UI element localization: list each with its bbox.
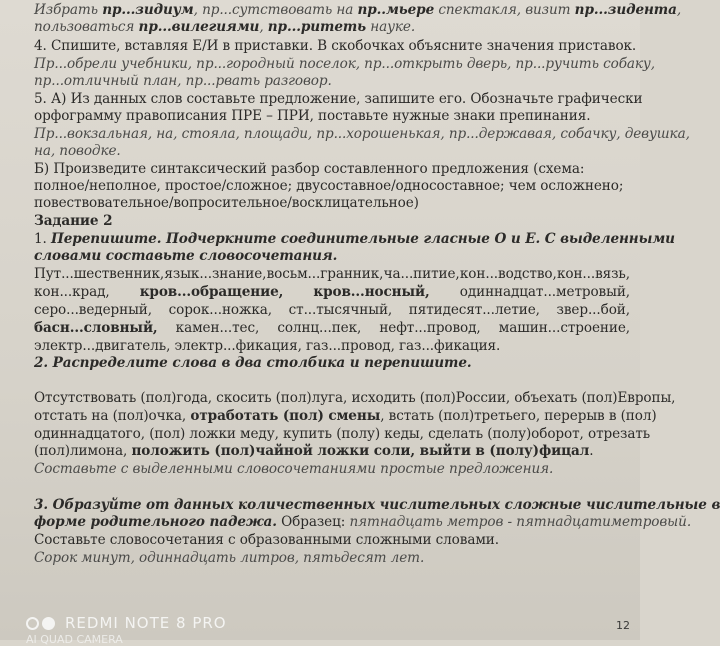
top-line-1: [34, 2, 682, 19]
word-item: ст...тысячный,: [288, 302, 393, 318]
page-number: 12: [616, 619, 630, 632]
word-item: солнц...пек,: [277, 320, 362, 336]
task3-sample: пятнадцать метров - пятнадцатиметровый.: [349, 514, 692, 530]
text-span: спектакля, визит: [434, 2, 575, 18]
text-span: Избрать: [34, 2, 103, 18]
word-item: камен...тес,: [175, 320, 260, 336]
word-item: нефт...провод,: [379, 320, 481, 336]
task1-line-1: [34, 231, 675, 248]
camera-logo-icon: [26, 617, 55, 630]
word-item: кров...обращение,: [139, 284, 284, 300]
text-span: ,: [259, 19, 268, 35]
word-item: серо...ведерный,: [34, 302, 152, 318]
word-item: пятидесят...летие,: [408, 302, 540, 318]
task5b-line-2: полное/неполное, простое/сложное; двусоставное/односоставное; чем осложнено;: [34, 178, 624, 194]
word-item: басн...словный,: [34, 320, 158, 336]
task5a-line-1: 5. А) Из данных слов составьте предложение, запишите его. Обозначьте графически: [34, 91, 643, 107]
text-span: науке.: [366, 19, 416, 35]
task3-bold-part: форме родительного падежа.: [34, 514, 277, 530]
word-item: кон...водство,: [459, 266, 557, 282]
text-span: ,: [676, 2, 682, 18]
word-item: машин...строение,: [498, 320, 630, 336]
task5-words-line-2: на, поводке.: [34, 143, 121, 159]
text-span: Перепишите. Подчеркните соединительные гласные О и Е. С выделенными: [51, 231, 675, 247]
task2-note: Составьте с выделенными словосочетаниями простые предложения.: [34, 461, 554, 477]
text-span: пользоваться: [34, 19, 139, 35]
text-span: (пол)лимона,: [34, 443, 132, 459]
text-span: .: [589, 443, 594, 459]
text-span: отработать (пол) смены: [190, 408, 381, 424]
text-span: , пр...сутствовать на: [193, 2, 358, 18]
task2-phrases-line-1: Отсутствовать (пол)года, скосить (пол)луга, исходить (пол)России, объехать (пол)Европы,: [34, 390, 676, 406]
words-row-3: [34, 302, 630, 319]
words-row-5: электр...двигатель, электр...фикация, газ...провод, газ...фикация.: [34, 338, 501, 354]
text-span: 1.: [34, 231, 51, 247]
word-item: кон...крад,: [34, 284, 110, 300]
task2-phrases-line-2: [34, 408, 657, 425]
word-item: сорок...ножка,: [168, 302, 273, 318]
text-span: , встать (пол)третьего, перерыв в (пол): [380, 408, 657, 424]
watermark-model: REDMI NOTE 8 PRO: [65, 614, 227, 632]
word-item: язык...знание,: [164, 266, 267, 282]
task3-sample-label: Образец:: [276, 514, 350, 530]
text-span: пр...зидента: [574, 2, 677, 18]
top-line-2: [34, 19, 630, 36]
task3-line-2: [34, 514, 692, 531]
text-span: отстать на (пол)очка,: [34, 408, 191, 424]
text-span: пр...вилегиями: [138, 19, 260, 35]
words-row-1: [34, 266, 630, 283]
task2-phrases-line-3: одиннадцатого, (пол) ложки меду, купить (полу) кеды, сделать (полу)оборот, отрезать: [34, 426, 651, 442]
task4-heading: 4. Спишите, вставляя Е/И в приставки. В скобочках объясните значения приставок.: [34, 38, 637, 54]
task5-words-line-1: Пр...вокзальная, на, стояла, площади, пр...хорошенькая, пр...державая, собачку, девушка,: [34, 126, 690, 142]
task4-words-line-2: пр...отличный план, пр...рвать разговор.: [34, 73, 332, 89]
word-item: восьм...гранник,: [266, 266, 384, 282]
word-item: кров...носный,: [313, 284, 430, 300]
text-span: пр..мьере: [357, 2, 435, 18]
word-item: звер...бой,: [556, 302, 630, 318]
text-span: пр...ритеть: [267, 19, 367, 35]
task2-heading: 2. Распределите слова в два столбика и перепишите.: [34, 355, 472, 371]
word-item: кон...вязь,: [556, 266, 630, 282]
task4-words-line-1: Пр...обрели учебники, пр...городный поселок, пр...открыть дверь, пр...ручить собаку,: [34, 56, 655, 72]
task5b-line-1: Б) Произведите синтаксический разбор составленного предложения (схема:: [34, 161, 585, 177]
task2-phrases-line-4: [34, 443, 630, 460]
zadanie2-title: Задание 2: [34, 213, 113, 229]
word-item: ча...питие,: [383, 266, 460, 282]
text-span: пр...зидиум: [102, 2, 194, 18]
task3-line-1: 3. Образуйте от данных количественных числительных сложные числительные в: [34, 497, 720, 513]
task5b-line-3: повествовательное/вопросительное/восклицательное): [34, 195, 419, 211]
word-item: Пут...шественник,: [34, 266, 165, 282]
task5a-line-2: орфограмму правописания ПРЕ – ПРИ, поставьте нужные знаки препинания.: [34, 108, 591, 124]
words-row-2: [34, 284, 630, 301]
camera-watermark: [26, 614, 227, 632]
watermark-sub: AI QUAD CAMERA: [26, 633, 123, 646]
task3-line-3: Составьте словосочетания с образованными сложными словами.: [34, 532, 499, 548]
text-span: положить (пол)чайной ложки соли, выйти в (полу)фицал: [131, 443, 590, 459]
word-item: одиннадцат...метровый,: [459, 284, 630, 300]
task3-line-4: Сорок минут, одиннадцать литров, пятьдесят лет.: [34, 550, 425, 566]
task1-line-2: словами составьте словосочетания.: [34, 248, 338, 264]
words-row-4: [34, 320, 630, 337]
